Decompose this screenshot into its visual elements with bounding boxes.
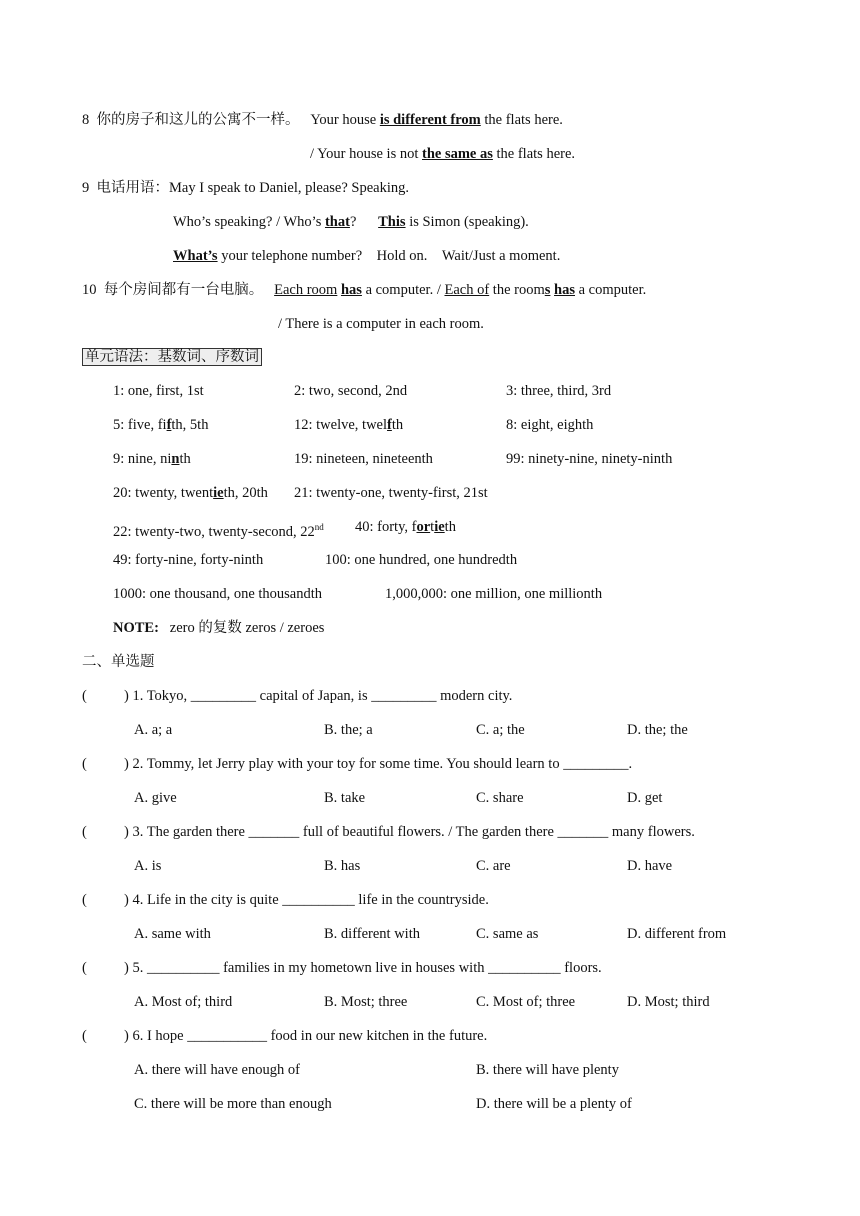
answer-option[interactable]: D. Most; third [627, 994, 710, 1010]
sentence-text: / There is a computer in each room. [278, 316, 484, 332]
answer-bracket-open: ( [82, 892, 87, 908]
number-text: 12: twelve, twel [294, 417, 388, 433]
question-text: 5. __________ families in my hometown live in houses with __________ floors. [128, 960, 602, 976]
number-text: t [430, 519, 435, 535]
number-entry: 19: nineteen, nineteenth [294, 451, 433, 467]
answer-bracket-open: ( [82, 824, 87, 840]
question-text: 1. Tokyo, _________ capital of Japan, is _________ modern city. [128, 688, 513, 704]
question-stem [124, 890, 489, 910]
spelling-highlight: n [171, 451, 180, 467]
grammar-heading [82, 347, 262, 367]
answer-option[interactable]: C. a; the [476, 722, 525, 738]
spelling-highlight: f [166, 417, 172, 433]
answer-option[interactable]: A. is [134, 858, 162, 874]
number-text: 22: twenty-two, twenty-second, 22 [113, 523, 315, 540]
answer-option[interactable]: B. take [324, 790, 366, 806]
answer-option[interactable]: C. share [476, 790, 524, 806]
item-9-line-2 [173, 212, 529, 232]
chinese-prompt: 每个房间都有一台电脑。 [103, 282, 264, 298]
note-label: NOTE: [113, 620, 159, 636]
answer-bracket-close: ) [124, 892, 129, 908]
answer-option[interactable]: B. Most; three [324, 994, 408, 1010]
answer-bracket-close: ) [124, 1028, 129, 1044]
number-text: th [391, 417, 404, 433]
spelling-highlight: ie [434, 519, 445, 535]
grammar-title: 单元语法：基数词、序数词 [82, 348, 262, 366]
answer-option[interactable]: A. give [134, 790, 177, 806]
number-entry: 21: twenty-one, twenty-first, 21st [294, 485, 488, 501]
number-text: 9: nine, ni [113, 451, 172, 467]
sentence-text: Your house [310, 112, 380, 128]
question-stem [124, 822, 695, 842]
key-phrase: s [544, 282, 551, 298]
answer-option[interactable]: B. there will have plenty [476, 1062, 619, 1078]
section-heading: 二、单选题 [82, 654, 155, 670]
number-entry [113, 449, 191, 469]
number-entry [355, 517, 456, 537]
sentence-text: / Your house is not [310, 146, 422, 162]
key-phrase: What’s [173, 248, 218, 264]
sentence-text: is Simon (speaking). [405, 214, 529, 230]
answer-bracket-close: ) [124, 756, 129, 772]
number-entry: 1,000,000: one million, one millionth [385, 586, 603, 602]
number-entry: 8: eight, eighth [506, 417, 594, 433]
number-entry: 49: forty-nine, forty-ninth [113, 552, 264, 568]
note-text: zero 的复数 zeros / zeroes [169, 620, 325, 636]
key-phrase: has [554, 282, 575, 298]
item-8-line-2 [310, 144, 575, 164]
key-phrase: the same as [422, 146, 493, 162]
sentence-text: a computer. [575, 282, 647, 298]
answer-option[interactable]: A. a; a [134, 722, 173, 738]
answer-bracket-open: ( [82, 960, 87, 976]
chinese-prompt: 你的房子和这儿的公寓不一样。 [96, 112, 300, 128]
sentence-text: your telephone number? [217, 248, 363, 264]
spelling-highlight: f [387, 417, 392, 433]
number-entry: 99: ninety-nine, ninety-ninth [506, 451, 673, 467]
number-entry: 100: one hundred, one hundredth [325, 552, 518, 568]
number-entry [113, 517, 324, 542]
key-phrase: that [324, 214, 350, 230]
question-stem [124, 1026, 487, 1046]
answer-bracket-close: ) [124, 960, 129, 976]
sentence-text: a computer. / [361, 282, 445, 298]
answer-option[interactable]: C. are [476, 858, 511, 874]
question-text: 2. Tommy, let Jerry play with your toy for some time. You should learn to _________. [128, 756, 633, 772]
question-text: 4. Life in the city is quite __________ life in the countryside. [128, 892, 489, 908]
answer-option[interactable]: A. there will have enough of [134, 1062, 300, 1078]
question-text: 6. I hope ___________ food in our new kitchen in the future. [128, 1028, 488, 1044]
item-9-line-3 [173, 246, 560, 266]
answer-option[interactable]: A. same with [134, 926, 211, 942]
number-entry: 1000: one thousand, one thousandth [113, 586, 323, 602]
answer-option[interactable]: C. there will be more than enough [134, 1096, 332, 1112]
number-text: th, 20th [223, 485, 268, 501]
number-text: 40: forty, f [355, 519, 417, 535]
number-text: th [179, 451, 191, 467]
number-text: 20: twenty, twent [113, 485, 214, 501]
answer-option[interactable]: D. have [627, 858, 673, 874]
item-9-line-1 [82, 178, 409, 198]
number-entry: 3: three, third, 3rd [506, 383, 612, 399]
sentence-text: Wait/Just a moment. [441, 248, 561, 264]
number-entry [294, 415, 403, 435]
ordinal-suffix: nd [314, 522, 324, 532]
answer-bracket-close: ) [124, 824, 129, 840]
question-stem [124, 754, 632, 774]
number-text: th [444, 519, 456, 535]
answer-option[interactable]: C. Most of; three [476, 994, 576, 1010]
answer-option[interactable]: C. same as [476, 926, 539, 942]
sentence-text: May I speak to Daniel, please? Speaking. [169, 180, 409, 196]
sentence-text: the room [489, 282, 545, 298]
item-number: 10 [82, 282, 97, 298]
item-number: 8 [82, 112, 90, 128]
number-text: 5: five, fi [113, 417, 167, 433]
key-phrase: has [340, 282, 362, 298]
answer-option[interactable]: D. there will be a plenty of [476, 1096, 632, 1112]
sentence-text: Who’s speaking? / Who’s [173, 214, 325, 230]
key-phrase: is different from [379, 112, 481, 128]
answer-option[interactable]: B. the; a [324, 722, 373, 738]
item-8-line-1 [82, 110, 563, 130]
underlined-phrase: Each room [274, 282, 338, 298]
sentence-text: the flats here. [492, 146, 576, 162]
underlined-phrase: Each of [444, 282, 490, 298]
chinese-prompt: 电话用语： [96, 180, 169, 196]
grammar-note [113, 618, 324, 638]
sentence-text: ? [349, 214, 357, 230]
answer-option[interactable]: D. get [627, 790, 663, 806]
number-entry [113, 483, 268, 503]
item-10-line-2 [278, 314, 484, 334]
number-entry: 2: two, second, 2nd [294, 383, 408, 399]
answer-option[interactable]: A. Most of; third [134, 994, 233, 1010]
question-stem [124, 958, 602, 978]
answer-bracket-open: ( [82, 756, 87, 772]
answer-bracket-close: ) [124, 688, 129, 704]
spelling-highlight: or [416, 519, 431, 535]
answer-option[interactable]: D. different from [627, 926, 727, 942]
answer-option[interactable]: B. different with [324, 926, 420, 942]
number-text: th, 5th [171, 417, 209, 433]
spelling-highlight: ie [213, 485, 224, 501]
sentence-text: the flats here. [480, 112, 563, 128]
question-stem [124, 686, 512, 706]
number-entry [113, 415, 208, 435]
answer-option[interactable]: B. has [324, 858, 361, 874]
answer-option[interactable]: D. the; the [627, 722, 688, 738]
question-text: 3. The garden there _______ full of beautiful flowers. / The garden there _______ many flowers. [128, 824, 695, 840]
answer-bracket-open: ( [82, 1028, 87, 1044]
item-10-line-1 [82, 280, 646, 300]
answer-bracket-open: ( [82, 688, 87, 704]
item-number: 9 [82, 180, 90, 196]
sentence-text: Hold on. [376, 248, 428, 264]
key-phrase: This [378, 214, 406, 230]
number-entry: 1: one, first, 1st [113, 383, 204, 399]
